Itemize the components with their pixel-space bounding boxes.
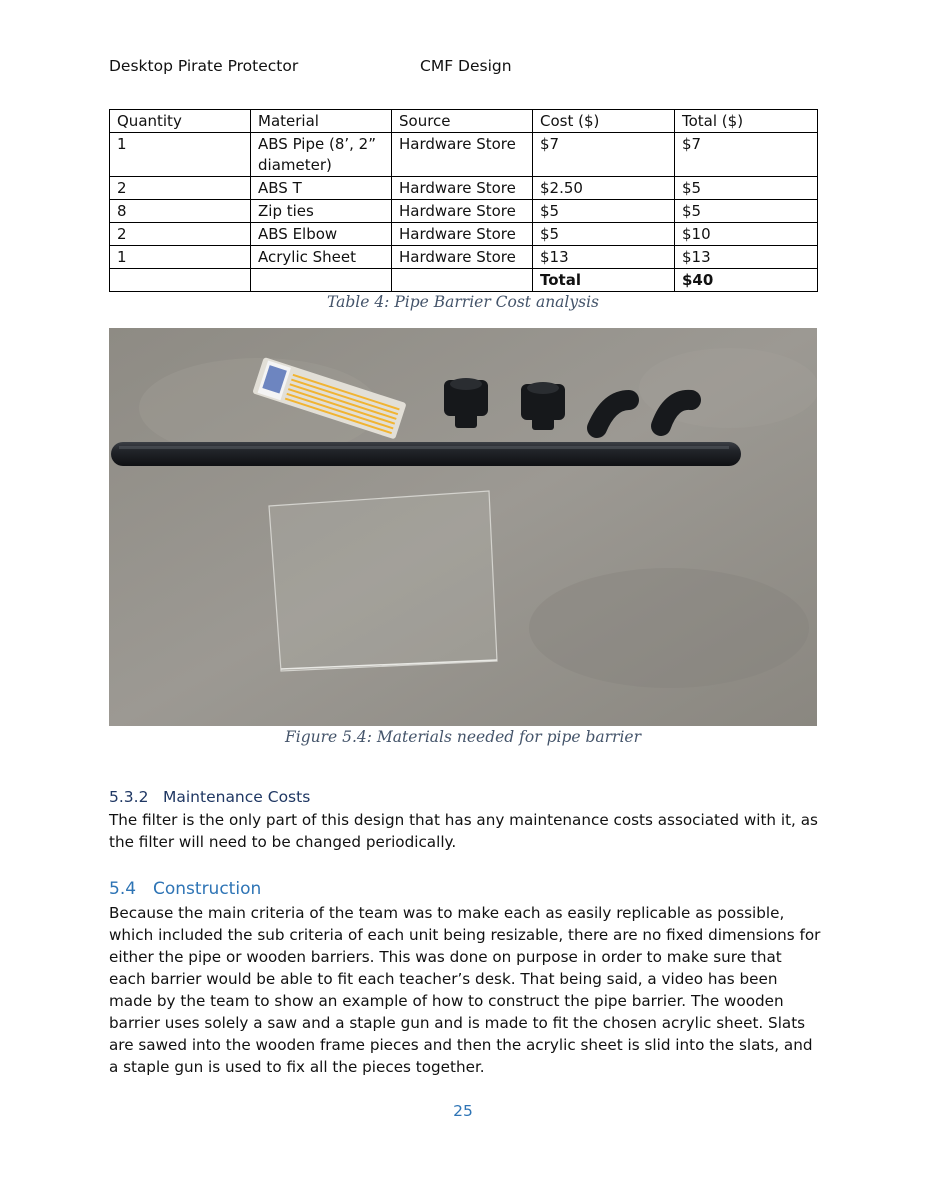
table-row [110,200,818,223]
column-header: Cost ($) [533,110,675,133]
table-cell: ABS Elbow [251,223,392,246]
column-header: Material [251,110,392,133]
column-header: Source [392,110,533,133]
table-cell: Hardware Store [392,200,533,223]
table-cell: $2.50 [533,177,675,200]
table-cell: 8 [110,200,251,223]
table-cell: Hardware Store [392,223,533,246]
table-cell: ABS T [251,177,392,200]
cost-table [109,109,818,292]
table-cell: $5 [675,200,818,223]
table-cell: Acrylic Sheet [251,246,392,269]
total-value: $40 [675,269,818,292]
table-total-row [110,269,818,292]
table-cell: 1 [110,133,251,177]
table-cell: $5 [533,223,675,246]
section-title: Construction [153,879,262,899]
table-cell: 2 [110,223,251,246]
table-row [110,177,818,200]
table-cell: Hardware Store [392,177,533,200]
table-cell: $5 [675,177,818,200]
abs-pipe [111,442,741,466]
header-center: CMF Design [420,57,512,75]
acrylic-sheet [269,491,497,671]
section-heading-5-3-2 [109,788,310,806]
table-cell: $13 [675,246,818,269]
table-row [110,223,818,246]
table-cell: 1 [110,246,251,269]
table-cell: ABS Pipe (8’, 2” diameter) [251,133,392,177]
total-label: Total [533,269,675,292]
table-cell [110,269,251,292]
section-number: 5.4 [109,879,137,899]
materials-photo [109,328,817,726]
floor-stain [529,568,809,688]
header-left: Desktop Pirate Protector [109,57,299,75]
column-header: Total ($) [675,110,818,133]
page-number: 25 [453,1102,473,1120]
table-caption: Table 4: Pipe Barrier Cost analysis [326,293,600,311]
table-cell: $7 [675,133,818,177]
table-cell: 2 [110,177,251,200]
table-row [110,246,818,269]
table-cell: Hardware Store [392,246,533,269]
column-header: Quantity [110,110,251,133]
table-cell [251,269,392,292]
table-cell [392,269,533,292]
table-header-row [110,110,818,133]
table-cell: Zip ties [251,200,392,223]
construction-paragraph: Because the main criteria of the team was to make each as easily replicable as possible, which included the sub criteria of each unit being resizable, there are no fixed dimensions for either the pipe or wooden barriers. This was done on purpose in order to make sure that each barrier would be able to fit each teacher’s desk. That being said, a video has been made by the team to show an example of how to construct the pipe barrier. The wooden barrier uses solely a saw and a staple gun and is made to fit the chosen acrylic sheet. Slats are sawed into the wooden frame pieces and then the acrylic sheet is slid into the slats, and a staple gun is used to fix all the pieces together. [109,904,821,1076]
table-cell: $10 [675,223,818,246]
table-cell: $5 [533,200,675,223]
table-cell: Hardware Store [392,133,533,177]
section-number: 5.3.2 [109,788,149,806]
table-cell: $7 [533,133,675,177]
section-title: Maintenance Costs [163,788,311,806]
maintenance-paragraph: The filter is the only part of this design that has any maintenance costs associated with it, as the filter will need to be changed periodically. [109,811,818,851]
figure-caption: Figure 5.4: Materials needed for pipe barrier [285,728,641,746]
table-cell: $13 [533,246,675,269]
table-row [110,133,818,177]
section-heading-5-4 [109,879,261,899]
